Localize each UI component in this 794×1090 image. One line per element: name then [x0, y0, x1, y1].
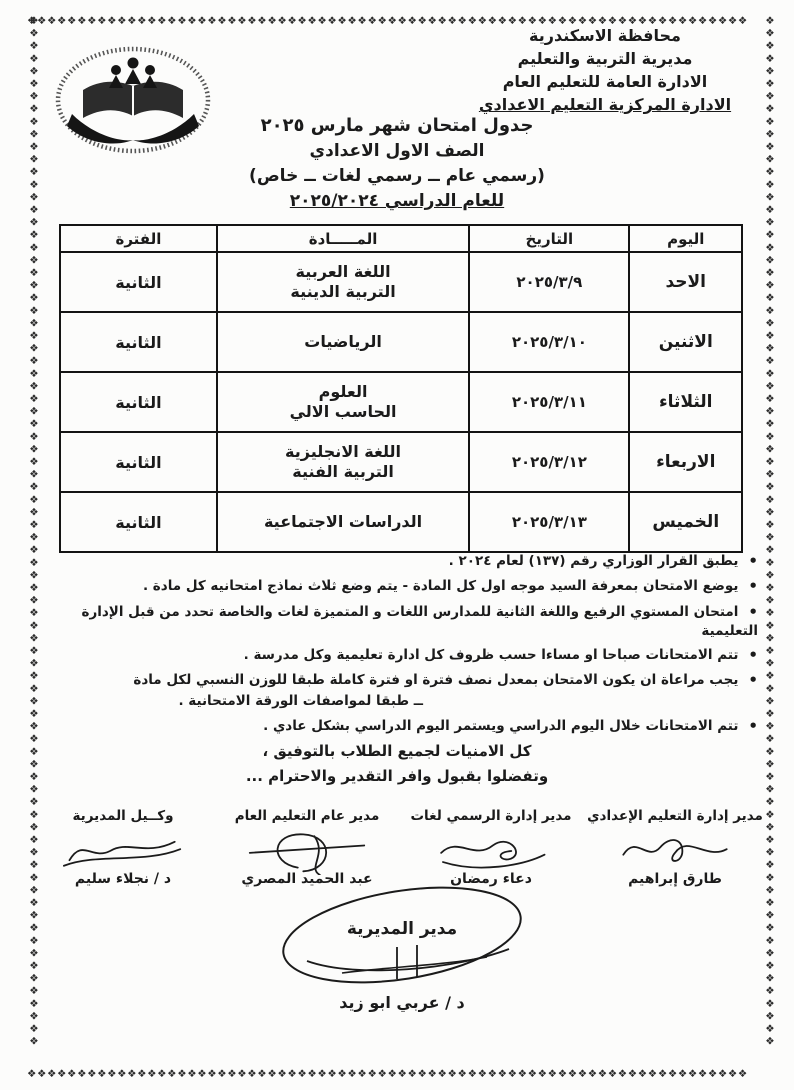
period-cell: الثانية: [60, 372, 217, 432]
period-cell: الثانية: [60, 312, 217, 372]
col-header-period: الفترة: [60, 225, 217, 252]
subject-line: اللغة الانجليزية: [285, 442, 402, 461]
date-cell: ٢٠٢٥/٣/١٢: [469, 432, 629, 492]
signature-block: [34, 808, 212, 887]
bullet-icon: •: [748, 552, 758, 570]
subject-cell: [217, 372, 469, 432]
signature-name: د / نجلاء سليم: [74, 871, 172, 887]
directorate-line: مديرية التربية والتعليم: [517, 49, 693, 68]
exam-table-row: [60, 312, 742, 372]
day-cell: الخميس: [629, 492, 742, 552]
note-text: يطبق القرار الوزاري رقم (١٣٧) لعام ٢٠٢٤ .: [448, 553, 739, 570]
col-header-day: اليوم: [629, 225, 742, 252]
day-cell: الاحد: [629, 252, 742, 312]
handwritten-signature-icon: [58, 827, 188, 875]
period-cell: الثانية: [60, 432, 217, 492]
signature-title: مدير إدارة الرسمي لغات: [410, 808, 572, 824]
table-header-row: [60, 225, 742, 252]
subject-cell: [217, 432, 469, 492]
decorative-border-left: ❖❖❖❖❖❖❖❖❖❖❖❖❖❖❖❖❖❖❖❖❖❖❖❖❖❖❖❖❖❖❖❖❖❖❖❖❖❖❖❖❖❖❖❖❖❖❖❖❖❖❖❖❖❖❖❖❖❖❖❖❖❖❖❖❖❖❖❖❖❖❖❖❖❖❖❖❖❖❖❖❖❖: [28, 15, 40, 1049]
bullet-icon: •: [748, 716, 758, 735]
note-subline: ــ طبقا لمواصفات الورقة الامتحانية .: [178, 693, 423, 710]
exam-table-row: [60, 372, 742, 432]
academic-year-line: للعام الدراسي ٢٠٢٥/٢٠٢٤: [289, 191, 505, 211]
subject-line: الحاسب الالي: [289, 402, 397, 421]
signature-name: طارق إبراهيم: [628, 871, 722, 887]
closing-wishes: [0, 739, 794, 789]
date-cell: ٢٠٢٥/٣/٩: [469, 252, 629, 312]
handwritten-signature-icon: [426, 827, 556, 875]
note-text: يوضع الامتحان بمعرفة السيد موجه اول كل المادة - يتم وضع ثلاث نماذج امتحانيه كل مادة .: [142, 578, 739, 595]
day-cell: الثلاثاء: [629, 372, 742, 432]
signature-title: مدير إدارة التعليم الإعدادي: [587, 808, 763, 824]
signature-block: [586, 808, 764, 887]
note-text: تتم الامتحانات صباحا او مساءا حسب ظروف كل ادارة تعليمية وكل مدرسة .: [243, 647, 739, 664]
note-item: [40, 645, 758, 665]
exam-table-row: [60, 492, 742, 552]
subject-line: التربية الدينية: [290, 282, 396, 301]
closing-line-1: كل الامنيات لجميع الطلاب بالتوفيق ،: [262, 742, 532, 760]
exam-table-body: [60, 252, 742, 552]
col-header-date: التاريخ: [469, 225, 629, 252]
closing-line-2: وتفضلوا بقبول وافر التقدير والاحترام ...: [245, 767, 549, 785]
bullet-icon: •: [748, 671, 758, 690]
day-cell: الاثنين: [629, 312, 742, 372]
director-title: مدير المديرية: [346, 919, 458, 939]
governorate-line: محافظة الاسكندرية: [529, 26, 681, 45]
note-text: يجب مراعاة ان يكون الامتحان بمعدل نصف فترة او فترة كاملة طبقا للوزن النسبي لكل مادة: [133, 672, 739, 689]
note-item: [40, 551, 758, 571]
note-text: تتم الامتحانات خلال اليوم الدراسي ويستمر اليوم الدراسي بشكل عادي .: [263, 717, 739, 734]
subject-cell: [217, 492, 469, 552]
signature-name: دعاء رمضان: [450, 871, 532, 887]
note-item: [40, 670, 758, 710]
subject-line: التربية الفنية: [292, 462, 394, 481]
subject-cell: [217, 252, 469, 312]
exam-table-row: [60, 252, 742, 312]
bullet-icon: •: [748, 602, 758, 621]
director-block: [247, 883, 557, 1012]
date-cell: ٢٠٢٥/٣/١٣: [469, 492, 629, 552]
subject-line: الرياضيات: [304, 332, 382, 351]
subject-cell: [217, 312, 469, 372]
date-cell: ٢٠٢٥/٣/١١: [469, 372, 629, 432]
document-title: جدول امتحان شهر مارس ٢٠٢٥: [260, 115, 534, 136]
handwritten-signature-icon: [610, 827, 740, 875]
track-line: (رسمي عام ــ رسمي لغات ــ خاص): [249, 166, 545, 186]
grade-line: الصف الاول الاعدادي: [309, 141, 485, 161]
signature-block: [402, 808, 580, 887]
decorative-border-right: ❖❖❖❖❖❖❖❖❖❖❖❖❖❖❖❖❖❖❖❖❖❖❖❖❖❖❖❖❖❖❖❖❖❖❖❖❖❖❖❖❖❖❖❖❖❖❖❖❖❖❖❖❖❖❖❖❖❖❖❖❖❖❖❖❖❖❖❖❖❖❖❖❖❖❖❖❖❖❖❖❖❖: [764, 15, 776, 1049]
notes-list: [40, 551, 758, 741]
subject-line: الدراسات الاجتماعية: [263, 512, 423, 531]
signatures-row: [34, 808, 764, 887]
note-item: [40, 716, 758, 736]
exam-table-row: [60, 432, 742, 492]
signature-name: عبد الحميد المصري: [241, 871, 373, 887]
bullet-icon: •: [748, 577, 758, 596]
col-header-subject: المـــــادة: [217, 225, 469, 252]
general-admin-line: الادارة العامة للتعليم العام: [502, 72, 708, 91]
subject-line: العلوم: [318, 382, 368, 401]
handwritten-signature-icon: [242, 827, 372, 875]
note-text: امتحان المستوي الرفيع واللغة الثانية للمدارس اللغات و المتميزة لغات والخاصة تحدد من قبل الإدارة التعليمية: [81, 603, 758, 639]
director-name: د / عربي ابو زيد: [339, 993, 465, 1012]
date-cell: ٢٠٢٥/٣/١٠: [469, 312, 629, 372]
note-item: [40, 576, 758, 596]
decorative-border-bottom: ❖❖❖❖❖❖❖❖❖❖❖❖❖❖❖❖❖❖❖❖❖❖❖❖❖❖❖❖❖❖❖❖❖❖❖❖❖❖❖❖❖❖❖❖❖❖❖❖❖❖❖❖❖❖❖❖❖❖❖❖❖❖❖❖❖❖❖❖❖❖❖❖: [27, 1068, 748, 1080]
letterhead: [440, 24, 770, 116]
period-cell: الثانية: [60, 252, 217, 312]
day-cell: الاربعاء: [629, 432, 742, 492]
decorative-border-top: ❖❖❖❖❖❖❖❖❖❖❖❖❖❖❖❖❖❖❖❖❖❖❖❖❖❖❖❖❖❖❖❖❖❖❖❖❖❖❖❖❖❖❖❖❖❖❖❖❖❖❖❖❖❖❖❖❖❖❖❖❖❖❖❖❖❖❖❖❖❖❖❖: [27, 15, 748, 27]
period-cell: الثانية: [60, 492, 217, 552]
note-item: [40, 602, 758, 640]
signature-block: [218, 808, 396, 887]
exam-schedule-table: [59, 224, 743, 553]
bullet-icon: •: [748, 645, 758, 664]
title-block: [0, 113, 794, 214]
signature-title: وكــيل المديرية: [72, 808, 174, 824]
subject-line: اللغة العربية: [295, 262, 391, 281]
central-admin-line: الادارة المركزية التعليم الاعدادي: [478, 95, 732, 114]
signature-title: مدير عام التعليم العام: [234, 808, 380, 824]
